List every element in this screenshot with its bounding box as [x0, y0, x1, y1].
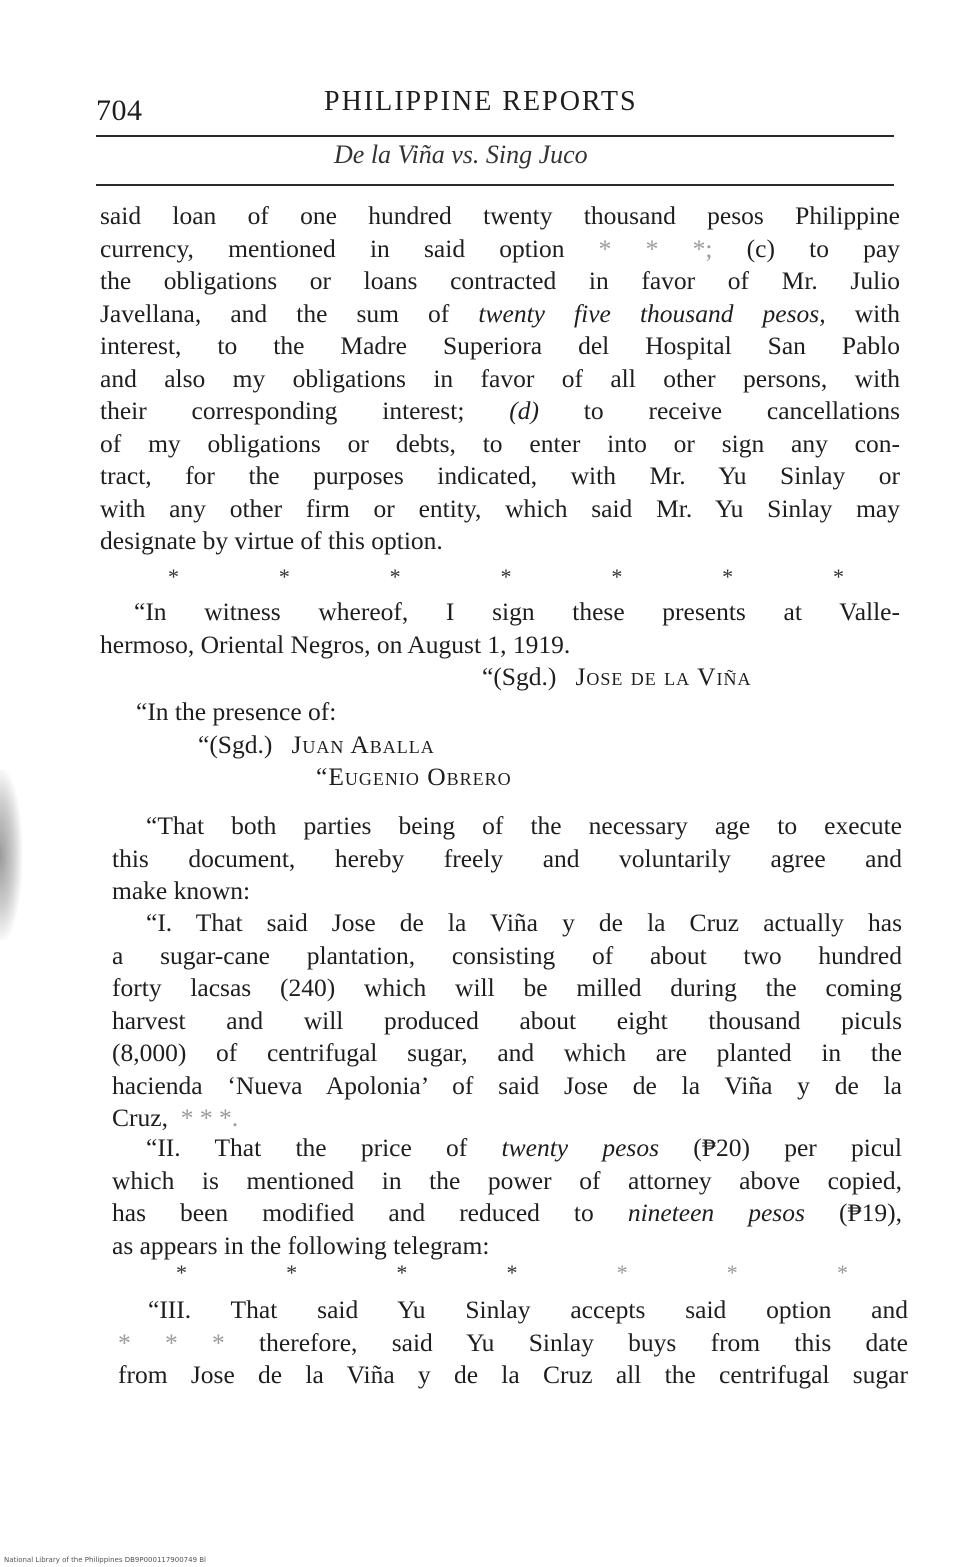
asterisk: * [611, 564, 623, 589]
text-line: hacienda ‘Nueva Apolonia’ of said Jose de la Viña y de la [112, 1070, 902, 1100]
clause-one [112, 907, 902, 1135]
text-line: the obligations or loans contracted in favor of Mr. Julio [100, 266, 900, 295]
italic-letter: (d) [509, 396, 539, 425]
text-line: of my obligations or debts, to enter into or sign any con- [100, 428, 900, 458]
text-line: hermoso, Oriental Negros, on August 1, 1919. [100, 629, 571, 659]
text-line: a sugar-cane plantation, consisting of about two hundred [112, 940, 902, 970]
parties-paragraph [112, 810, 902, 908]
text-line: forty lacsas (240) which will be milled during the coming [112, 973, 902, 1002]
scan-footer: National Library of the Philippines DB9P000117900749 Bl [4, 1556, 207, 1564]
text-span: currency, mentioned in said option [100, 233, 565, 263]
paragraph-loan [100, 200, 900, 558]
text-line [112, 1132, 902, 1165]
text-line [100, 298, 900, 331]
text-span: (₱19), [838, 1198, 902, 1227]
signature-line [100, 761, 900, 794]
asterisk: * [836, 1260, 848, 1285]
asterisk: * [396, 1260, 408, 1285]
text-line: tract, for the purposes indicated, with Mr. Yu Sinlay or [100, 461, 900, 490]
text-line: make known: [112, 876, 251, 905]
text-span: therefore, said Yu Sinlay buys from this date [259, 1327, 908, 1357]
text-line: interest, to the Madre Superiora del Hospital San Pablo [100, 331, 900, 360]
text-line: said loan of one hundred twenty thousand pesos Philippine [100, 201, 900, 230]
text-line: which is mentioned in the power of attorney above copied, [112, 1165, 902, 1195]
text-line [118, 1327, 908, 1360]
ellipsis-asterisks: * * * [118, 1327, 225, 1357]
text-line [112, 1197, 902, 1230]
header-rule [96, 135, 894, 137]
signature-line [100, 729, 900, 762]
ellipsis-asterisks: * * *. [180, 1103, 239, 1132]
text-line: “In witness whereof, I sign these presents at Valle- [134, 597, 900, 626]
case-title: De la Viña vs. Sing Juco [334, 140, 588, 169]
text-line: harvest and will produced about eight thousand piculs [112, 1005, 902, 1035]
text-span: (c) to pay [746, 233, 901, 263]
asterisk: * [722, 564, 734, 589]
asterisk: * [616, 1260, 628, 1285]
text-span: Cruz, [112, 1103, 168, 1132]
text-line: with any other firm or entity, which said Mr. Yu Sinlay may [100, 493, 900, 523]
text-span: (₱20) per picul [693, 1133, 902, 1162]
clause-three [118, 1294, 908, 1392]
text-line [100, 395, 900, 428]
case-title-rule [96, 184, 894, 186]
text-span: their corresponding interest; [100, 396, 465, 425]
italic-amount: twenty five thousand pesos, [478, 298, 826, 328]
text-line: and also my obligations in favor of all other persons, with [100, 363, 900, 393]
text-span: Javellana, and the sum of [100, 298, 450, 328]
witness-paragraph [100, 596, 900, 694]
signature-line [100, 661, 900, 694]
signer-name: Jose de la Viña [575, 662, 752, 691]
presence-block [100, 696, 900, 794]
text-line [100, 233, 900, 266]
page-edge-shadow [0, 770, 22, 940]
text-line: from Jose de la Viña y de la Cruz all the centrifugal sugar [118, 1360, 908, 1389]
text-line [112, 1102, 902, 1135]
text-span: “II. That the price of [146, 1133, 468, 1162]
italic-amount: twenty pesos [501, 1133, 660, 1162]
asterisk: * [500, 564, 512, 589]
asterisk: * [389, 564, 401, 589]
asterisk-separator [168, 564, 844, 590]
running-head: PHILIPPINE REPORTS [324, 86, 638, 117]
sgd-prefix: “(Sgd.) [198, 729, 273, 759]
page-number: 704 [96, 94, 143, 127]
asterisk: * [506, 1260, 518, 1285]
asterisk: * [176, 1260, 187, 1285]
text-line: “In the presence of: [136, 697, 337, 726]
text-span: with [854, 298, 901, 328]
asterisk: * [832, 564, 844, 589]
text-line: designate by virtue of this option. [100, 526, 443, 555]
witness-name: Juan Aballa [291, 729, 435, 759]
text-line: “That both parties being of the necessary age to execute [146, 811, 902, 840]
asterisk: * [278, 564, 290, 589]
text-line: (8,000) of centrifugal sugar, and which are planted in the [112, 1038, 902, 1067]
italic-amount: nineteen pesos [627, 1198, 805, 1227]
asterisk: * [286, 1260, 298, 1285]
text-line: “I. That said Jose de la Viña y de la Cruz actually has [146, 908, 902, 937]
asterisk: * [726, 1260, 738, 1285]
asterisk-separator [176, 1260, 848, 1286]
text-span: to receive cancellations [583, 396, 900, 425]
page-header [96, 84, 896, 134]
asterisk: * [168, 564, 179, 589]
text-line: as appears in the following telegram: [112, 1230, 490, 1260]
witness-name: “Eugenio Obrero [316, 762, 512, 791]
text-line: this document, hereby freely and voluntarily agree and [112, 843, 902, 873]
clause-two [112, 1132, 902, 1262]
ellipsis-asterisks: * * *; [598, 233, 713, 263]
text-line: “III. That said Yu Sinlay accepts said option and [148, 1295, 908, 1324]
sgd-prefix: “(Sgd.) [482, 662, 557, 691]
text-span: has been modified and reduced to [112, 1198, 594, 1227]
